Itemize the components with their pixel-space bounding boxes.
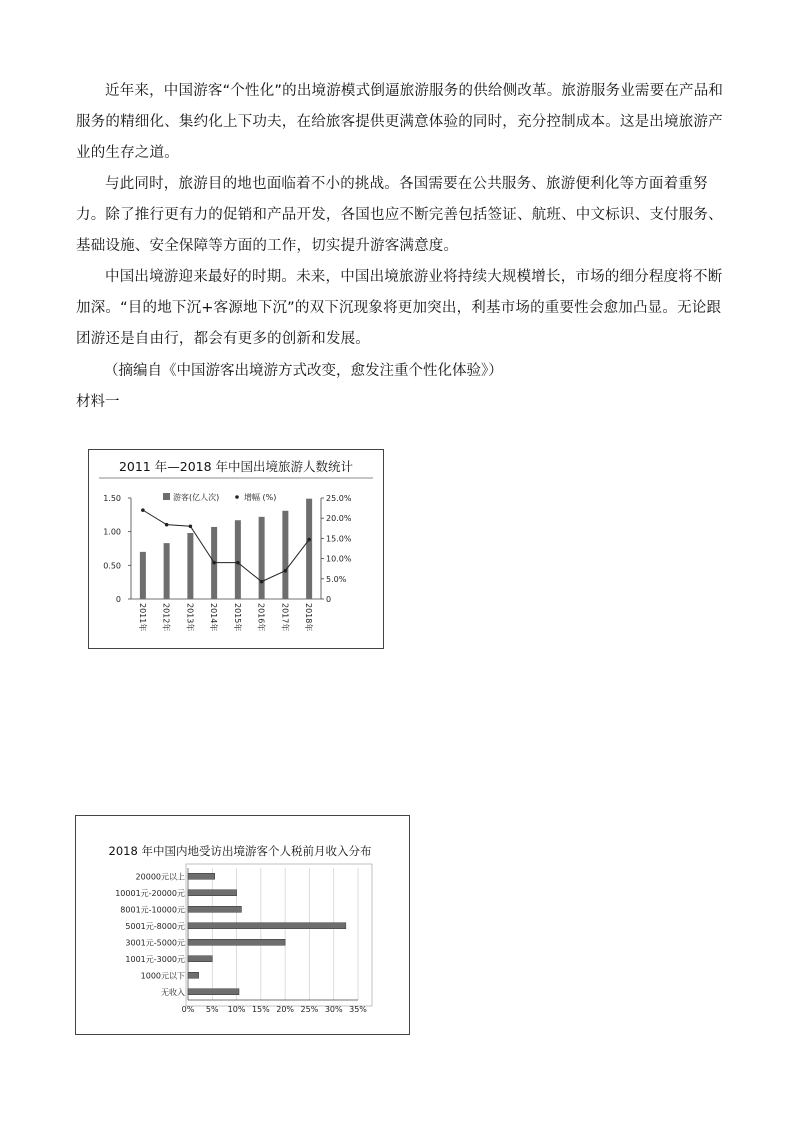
chart2-x-tick-label: 35% [349, 1005, 367, 1014]
chart1-bar [164, 543, 170, 599]
income-distribution-chart-svg [76, 816, 409, 1034]
paragraph-1: 近年来，中国游客“个性化”的出境游模式倒逼旅游服务的供给侧改革。旅游服务业需要在产品和服务的精细化、集约化上下功夫，在给旅客提供更满意体验的同时，充分控制成本。这是出境旅游产业的生存之道。 [76, 83, 724, 161]
chart2-bar [188, 906, 241, 912]
chart1-growth-point [236, 561, 240, 565]
chart1-y-right-tick: 5.0% [326, 574, 347, 584]
chart2-category-label: 10001元-20000元 [115, 888, 185, 898]
outbound-tourists-chart [88, 449, 384, 649]
chart2-x-tick-label: 20% [276, 1005, 295, 1014]
chart1-x-tick-label: 2013年 [185, 603, 195, 632]
chart1-growth-point [212, 561, 216, 565]
chart1-y-right-tick: 10.0% [326, 554, 352, 564]
chart2-x-tick-label: 25% [300, 1005, 319, 1014]
chart2-category-label: 1001元-3000元 [125, 954, 185, 964]
chart1-growth-point [260, 580, 264, 584]
chart1-growth-point [165, 523, 169, 527]
chart2-category-label: 1000元以下 [140, 971, 185, 981]
chart1-y-left-tick: 1.00 [103, 527, 121, 537]
chart2-x-tick-label: 10% [227, 1005, 246, 1014]
chart2-category-label: 无收入 [161, 987, 185, 997]
chart1-growth-point [284, 569, 288, 573]
chart1-growth-point [307, 538, 311, 542]
chart1-x-tick-label: 2016年 [256, 603, 266, 632]
chart2-x-tick-label: 5% [205, 1005, 219, 1014]
chart1-y-right-tick: 15.0% [326, 534, 352, 544]
legend-swatch-visitors [163, 493, 170, 500]
chart2-bar [188, 873, 215, 879]
chart2-category-label: 8001元-10000元 [120, 905, 185, 915]
chart1-y-right-tick: 20.0% [326, 514, 352, 524]
chart1-bar [187, 533, 193, 599]
chart1-bar [282, 511, 288, 599]
chart1-bar [140, 552, 146, 599]
chart2-category-label: 5001元-8000元 [125, 921, 185, 931]
chart1-x-tick-label: 2015年 [232, 603, 242, 632]
chart1-x-tick-label: 2014年 [209, 603, 219, 632]
chart2-category-label: 20000元以上 [135, 872, 185, 882]
chart1-x-tick-label: 2011年 [137, 603, 147, 632]
chart1-bar [306, 499, 312, 599]
chart1-x-tick-label: 2012年 [161, 603, 171, 632]
chart2-bar [188, 989, 239, 995]
income-distribution-chart [75, 815, 410, 1035]
chart1-y-right-tick: 25.0% [326, 494, 352, 503]
paragraph-3: 中国出境游迎来最好的时期。未来，中国出境旅游业将持续大规模增长，市场的细分程度将不断加深。“目的地下沉+客源地下沉”的双下沉现象将更加突出，利基市场的重要性会愈加凸显。无论跟团游还是自由行，都会有更多的创新和发展。 [76, 269, 723, 347]
chart1-x-tick-label: 2018年 [304, 603, 314, 632]
chart1-y-left-tick: 0 [115, 595, 121, 604]
chart2-bar [188, 890, 237, 896]
material-label: 材料一 [76, 394, 120, 410]
source-citation: （摘编自《中国游客出境游方式改变，愈发注重个性化体验》） [104, 363, 503, 379]
legend-swatch-growth [235, 495, 239, 499]
chart2-x-tick-label: 15% [251, 1005, 270, 1014]
chart2-bar [188, 972, 199, 978]
chart1-y-right-tick: 0 [326, 595, 332, 604]
chart1-bar [235, 520, 241, 599]
chart2-category-label: 3001元-5000元 [125, 938, 185, 948]
chart2-bar [188, 939, 285, 945]
chart1-bar [259, 517, 265, 599]
legend-label-growth: 增幅 (%) [244, 493, 277, 502]
paragraph-2: 与此同时，旅游目的地也面临着不小的挑战。各国需要在公共服务、旅游便利化等方面着重努力。除了推行更有力的促销和产品开发，各国也应不断完善包括签证、航班、中文标识、支付服务、基础设施、安全保障等方面的工作，切实提升游客满意度。 [76, 176, 723, 254]
chart1-y-left-tick: 0.50 [103, 561, 121, 571]
chart1-growth-point [189, 524, 193, 528]
chart1-title: 2011 年—2018 年中国出境旅游人数统计 [118, 459, 354, 474]
legend-label-visitors: 游客(亿人次) [173, 493, 220, 502]
chart2-plot-frame [186, 864, 372, 1006]
chart1-x-tick-label: 2017年 [280, 603, 290, 632]
chart2-title: 2018 年中国内地受访出境游客个人税前月收入分布 [108, 844, 372, 858]
chart2-x-tick-label: 30% [324, 1005, 343, 1014]
chart2-bar [188, 956, 212, 962]
chart2-bar [188, 923, 346, 929]
chart1-growth-point [141, 508, 145, 512]
chart2-x-tick-label: 0% [181, 1005, 195, 1014]
chart1-y-left-tick: 1.50 [103, 494, 121, 503]
outbound-tourists-chart-svg [89, 450, 383, 648]
